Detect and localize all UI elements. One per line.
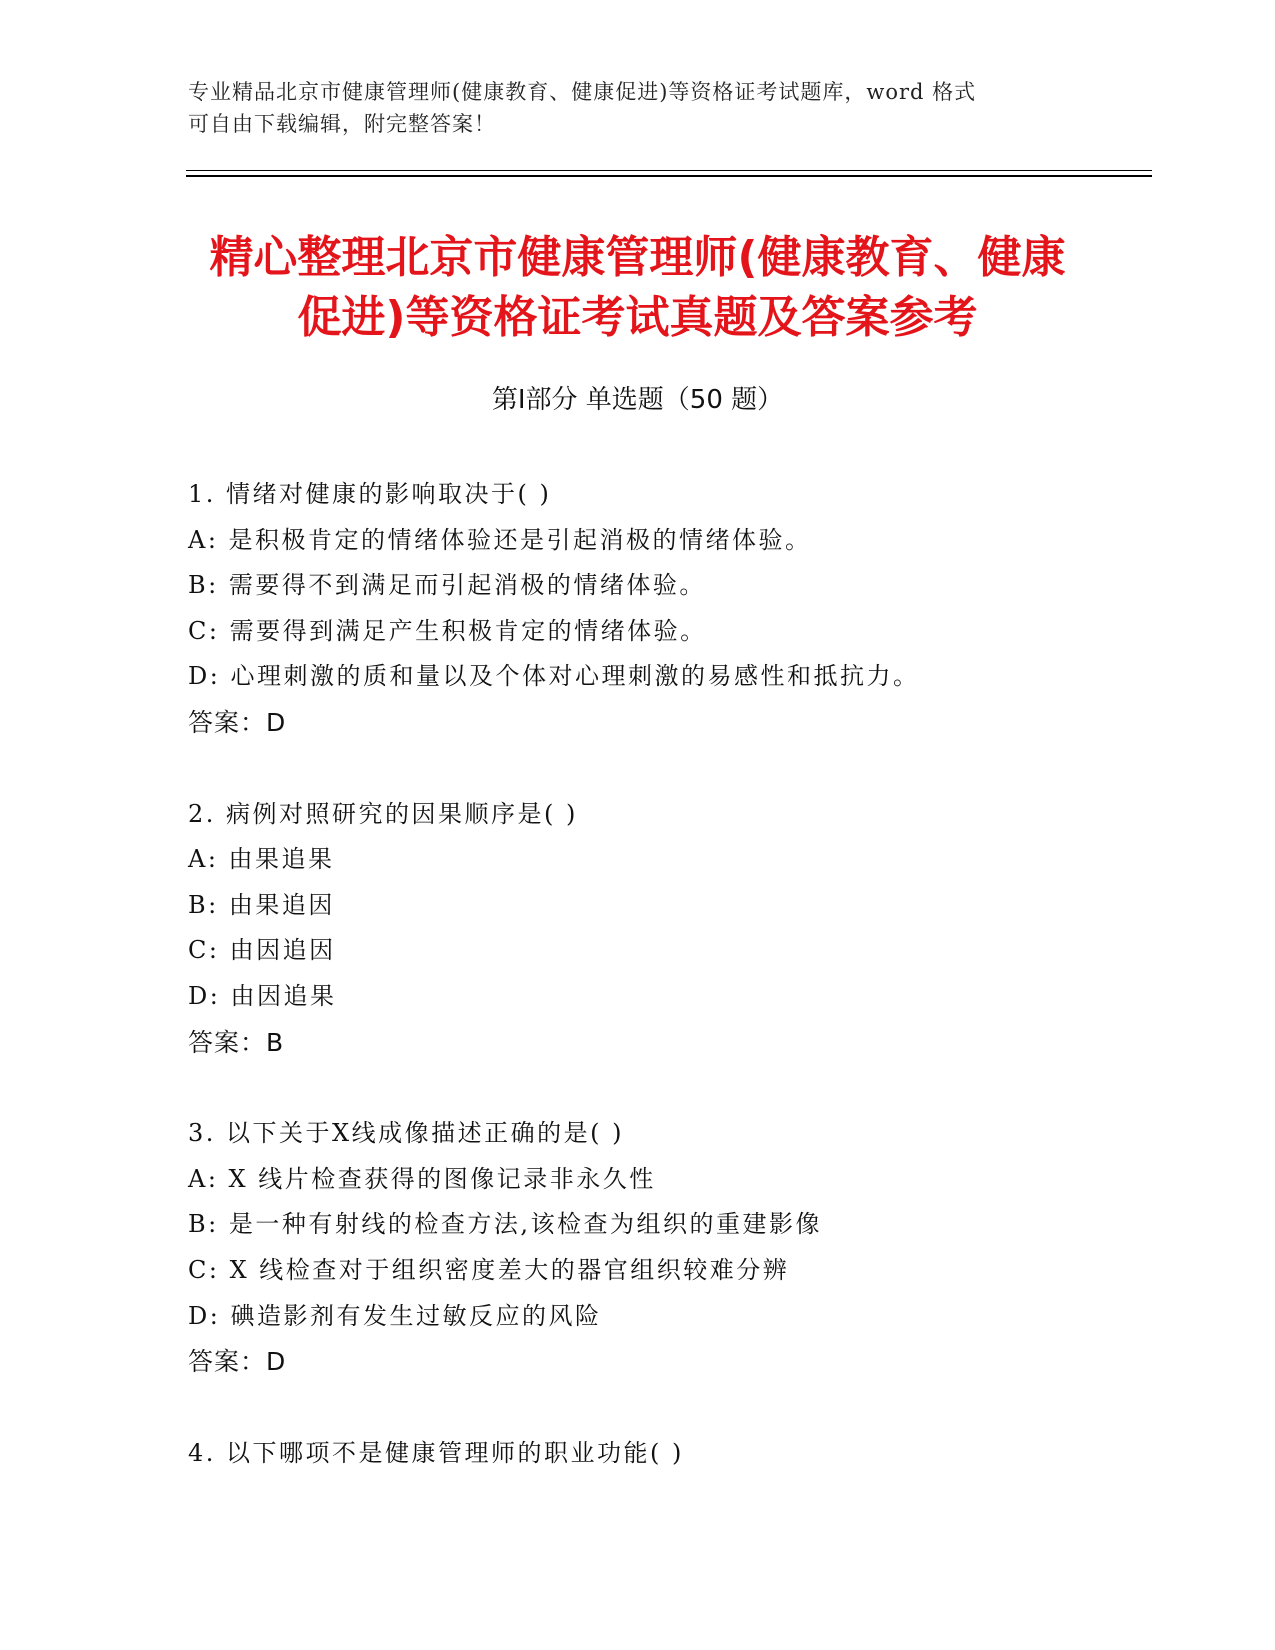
header-note-line-1: 专业精品北京市健康管理师(健康教育、健康促进)等资格证考试题库，word 格式 xyxy=(188,80,977,104)
document-title xyxy=(100,228,1175,348)
document-title-line-1: 精心整理北京市健康管理师(健康教育、健康 xyxy=(209,232,1066,283)
answer: 答案：D xyxy=(188,1347,287,1377)
option-c: C: X 线检查对于组织密度差大的器官组织较难分辨 xyxy=(188,1255,790,1284)
option-d: D: 由因追果 xyxy=(188,981,337,1010)
question-2 xyxy=(188,792,1148,1066)
option-a: A: X 线片检查获得的图像记录非永久性 xyxy=(188,1164,656,1193)
option-b: B: 由果追因 xyxy=(188,890,335,919)
option-a: A: 由果追果 xyxy=(188,845,335,874)
option-b: B: 是一种有射线的检查方法,该检查为组织的重建影像 xyxy=(188,1210,822,1239)
option-a: A: 是积极肯定的情绪体验还是引起消极的情绪体验。 xyxy=(188,525,812,554)
header-note-line-2: 可自由下载编辑，附完整答案！ xyxy=(188,112,496,136)
header-note xyxy=(188,76,1088,140)
option-d: D: 心理刺激的质和量以及个体对心理刺激的易感性和抵抗力。 xyxy=(188,662,920,691)
option-c: C: 需要得到满足产生积极肯定的情绪体验。 xyxy=(188,616,707,645)
question-3 xyxy=(188,1111,1148,1385)
header-rule-thin xyxy=(186,170,1152,171)
document-title-line-2: 促进)等资格证考试真题及答案参考 xyxy=(297,292,978,343)
question-stem: 2. 病例对照研究的因果顺序是( ) xyxy=(188,799,578,828)
option-d: D: 碘造影剂有发生过敏反应的风险 xyxy=(188,1301,602,1330)
section-title: 第Ⅰ部分 单选题（50 题） xyxy=(491,385,784,415)
option-b: B: 需要得不到满足而引起消极的情绪体验。 xyxy=(188,571,706,600)
question-stem: 4. 以下哪项不是健康管理师的职业功能( ) xyxy=(188,1438,684,1467)
answer: 答案：D xyxy=(188,707,287,737)
question-stem: 1. 情绪对健康的影响取决于( ) xyxy=(188,480,552,508)
header-rule-thick xyxy=(186,175,1152,177)
answer: 答案：B xyxy=(188,1027,285,1057)
option-c: C: 由因追因 xyxy=(188,936,336,965)
question-list xyxy=(188,472,1148,1522)
question-1 xyxy=(188,472,1148,746)
question-stem: 3. 以下关于X线成像描述正确的是( ) xyxy=(188,1119,624,1148)
question-4 xyxy=(188,1431,1148,1477)
